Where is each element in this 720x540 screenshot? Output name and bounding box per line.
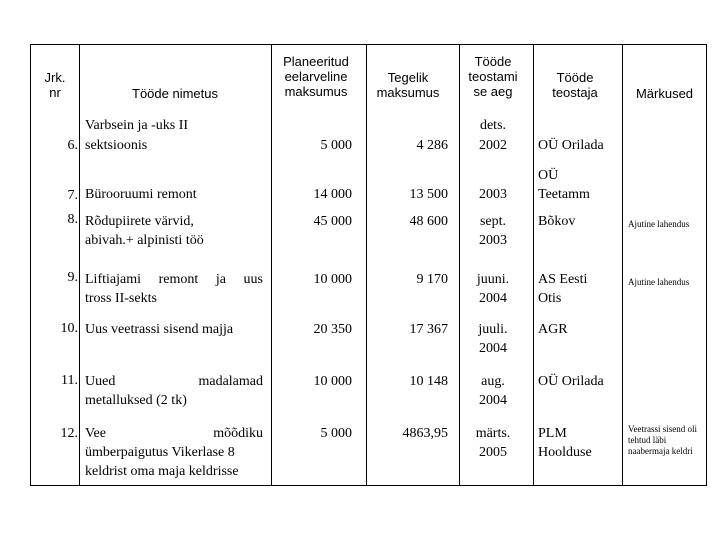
row-note: Ajutine lahendus [628, 277, 690, 287]
row-name: ümberpaigutus Vikerlase 8 [85, 445, 235, 460]
row-planned: 45 000 [313, 214, 352, 229]
header-notes: Märkused [635, 86, 694, 101]
row-time: sept. [479, 214, 507, 229]
row-actual: 4 286 [416, 138, 448, 153]
row-doer: PLM [538, 426, 567, 441]
row-actual: 10 148 [409, 374, 448, 389]
row-actual: 48 600 [409, 214, 448, 229]
row-name: abivah.+ alpinisti töö [85, 233, 204, 248]
row-name: sektsioonis [85, 138, 148, 153]
row-time: 2003 [479, 233, 507, 248]
row-actual: 9 170 [416, 272, 448, 287]
row-nr: 11. [61, 373, 78, 388]
row-planned: 10 000 [313, 374, 352, 389]
header-planned: Planeeritud eelarveline maksumus [283, 54, 349, 99]
row-time: 2002 [479, 138, 507, 153]
row-note: Ajutine lahendus [628, 219, 690, 229]
row-doer: Hoolduse [538, 445, 592, 460]
row-name: Liftiajami remont ja uus [85, 272, 263, 287]
row-nr: 6. [67, 138, 78, 153]
row-name: Bürooruumi remont [85, 187, 197, 202]
row-doer: OÜ Orilada [538, 374, 604, 389]
row-doer: AGR [538, 322, 568, 337]
column-divider [79, 45, 80, 485]
row-time: 2004 [479, 393, 507, 408]
row-doer: Teetamm [538, 187, 590, 202]
column-divider [271, 45, 272, 485]
row-name: Uued madalamad [85, 374, 263, 389]
column-divider [366, 45, 367, 485]
row-actual: 4863,95 [402, 426, 448, 441]
row-planned: 14 000 [313, 187, 352, 202]
row-doer: Bõkov [538, 214, 576, 229]
row-name: Uus veetrassi sisend majja [85, 322, 234, 337]
row-note: Veetrassi sisend oli tehtud läbi naabermaja keldri [628, 424, 697, 456]
header-name: Tööde nimetus [132, 86, 218, 101]
column-divider [622, 45, 623, 485]
row-time: 2004 [479, 291, 507, 306]
row-time: 2003 [479, 187, 507, 202]
column-divider [459, 45, 460, 485]
row-doer: OÜ Orilada [538, 138, 604, 153]
row-time: aug. [481, 374, 505, 389]
row-planned: 20 350 [313, 322, 352, 337]
row-planned: 5 000 [320, 138, 352, 153]
row-time: 2005 [479, 445, 507, 460]
row-doer: OÜ [538, 168, 559, 183]
row-nr: 9. [67, 270, 78, 285]
row-doer: Otis [538, 291, 562, 306]
row-doer: AS Eesti [538, 272, 588, 287]
row-name: Rõdupiirete värvid, [85, 214, 194, 229]
row-planned: 10 000 [313, 272, 352, 287]
column-divider [533, 45, 534, 485]
row-time: 2004 [479, 341, 507, 356]
works-table [30, 44, 707, 486]
row-name: metalluksed (2 tk) [85, 393, 187, 408]
row-time: juuli. [478, 322, 508, 337]
header-doer: Tööde teostaja [552, 70, 598, 100]
row-time: dets. [479, 118, 507, 133]
row-name: tross II-sekts [85, 291, 157, 306]
row-actual: 13 500 [409, 187, 448, 202]
header-actual: Tegelik maksumus [376, 70, 440, 100]
header-time: Tööde teostami se aeg [468, 54, 518, 99]
row-name: keldrist oma maja keldrisse [85, 464, 239, 479]
row-time: märts. [475, 426, 511, 441]
row-name: Vee mõõdiku [85, 426, 263, 441]
row-name: Varbsein ja -uks II [85, 118, 189, 133]
row-nr: 12. [60, 426, 78, 441]
row-actual: 17 367 [409, 322, 448, 337]
row-nr: 7. [67, 188, 78, 203]
row-planned: 5 000 [320, 426, 352, 441]
header-nr: Jrk. nr [44, 70, 66, 100]
row-time: juuni. [476, 272, 510, 287]
row-nr: 10. [60, 321, 78, 336]
row-nr: 8. [67, 212, 78, 227]
